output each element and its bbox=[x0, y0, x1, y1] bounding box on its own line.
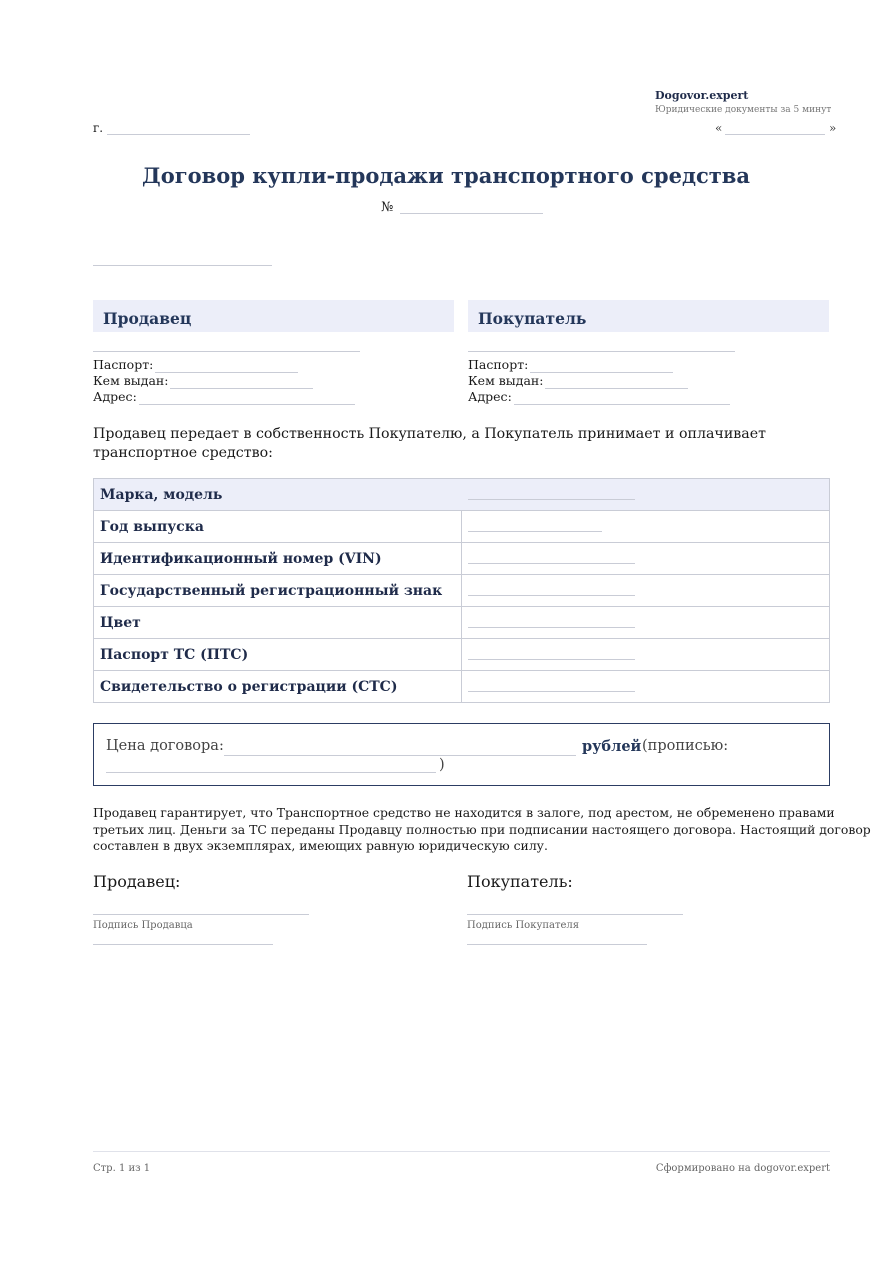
buyer-address-field[interactable] bbox=[514, 404, 730, 405]
table-row bbox=[94, 639, 830, 671]
intro-paragraph: Продавец передает в собственность Покупателю, а Покупатель принимает и оплачивает транспортное средство: bbox=[93, 426, 766, 461]
buyer-signature-heading: Покупатель: bbox=[467, 872, 573, 891]
buyer-signature-field[interactable] bbox=[467, 914, 683, 915]
vehicle-sts-field[interactable] bbox=[462, 671, 830, 703]
vehicle-color-field[interactable] bbox=[462, 607, 830, 639]
date-open-quote: « bbox=[715, 121, 723, 135]
buyer-passport-label: Паспорт: bbox=[468, 357, 529, 372]
seller-name-field[interactable] bbox=[93, 351, 360, 352]
guarantee-paragraph: Продавец гарантирует, что Транспортное средство не находится в залоге, под арестом, не обременено правами третьих лиц. Деньги за ТС переданы Продавцу полностью при подписании настоящего договора. Настоящий договор составлен в двух экземплярах, имеющих равную юридическую силу. bbox=[93, 805, 871, 853]
seller-address-field[interactable] bbox=[139, 404, 355, 405]
seller-passport-label: Паспорт: bbox=[93, 357, 154, 372]
seller-issued-field[interactable] bbox=[170, 388, 313, 389]
footer-generated: Сформировано на dogovor.expert bbox=[655, 1163, 830, 1174]
contract-number-field[interactable] bbox=[400, 213, 543, 214]
table-row bbox=[94, 575, 830, 607]
vehicle-sts-label: Свидетельство о регистрации (СТС) bbox=[94, 671, 462, 703]
buyer-address-label: Адрес: bbox=[468, 389, 512, 404]
buyer-issued-label: Кем выдан: bbox=[468, 373, 544, 388]
vehicle-vin-field[interactable] bbox=[462, 543, 830, 575]
vehicle-year-label: Год выпуска bbox=[94, 511, 462, 543]
vehicle-year-field[interactable] bbox=[462, 511, 830, 543]
vehicle-make-label: Марка, модель bbox=[94, 479, 462, 511]
price-in-words-label: (прописью: bbox=[642, 738, 729, 754]
price-label: Цена договора: bbox=[106, 738, 224, 754]
contract-place-field[interactable] bbox=[93, 265, 272, 266]
table-row bbox=[94, 479, 830, 511]
table-row bbox=[94, 543, 830, 575]
seller-name-sign-field[interactable] bbox=[93, 944, 273, 945]
seller-issued-label: Кем выдан: bbox=[93, 373, 169, 388]
price-box bbox=[93, 723, 830, 786]
price-currency: рублей bbox=[582, 738, 642, 755]
seller-address-label: Адрес: bbox=[93, 389, 137, 404]
buyer-name-field[interactable] bbox=[468, 351, 735, 352]
vehicle-make-field[interactable] bbox=[462, 479, 830, 511]
city-label: г. bbox=[93, 121, 104, 135]
seller-signature-field[interactable] bbox=[93, 914, 309, 915]
seller-signature-caption: Подпись Продавца bbox=[93, 920, 193, 931]
buyer-heading: Покупатель bbox=[468, 300, 829, 332]
table-row bbox=[94, 671, 830, 703]
price-close-paren: ) bbox=[439, 757, 445, 773]
buyer-name-sign-field[interactable] bbox=[467, 944, 647, 945]
price-amount-field[interactable] bbox=[224, 755, 576, 756]
buyer-signature-caption: Подпись Покупателя bbox=[467, 920, 580, 931]
vehicle-pts-field[interactable] bbox=[462, 639, 830, 671]
buyer-issued-field[interactable] bbox=[545, 388, 688, 389]
vehicle-vin-label: Идентификационный номер (VIN) bbox=[94, 543, 462, 575]
table-row bbox=[94, 511, 830, 543]
date-field[interactable] bbox=[725, 134, 825, 135]
brand-tagline: Юридические документы за 5 минут bbox=[655, 105, 832, 115]
brand-name: Dogovor.expert bbox=[655, 89, 749, 102]
buyer-passport-field[interactable] bbox=[530, 372, 673, 373]
seller-passport-field[interactable] bbox=[155, 372, 298, 373]
number-sign: № bbox=[381, 200, 394, 215]
table-row bbox=[94, 607, 830, 639]
footer-page-number: Стр. 1 из 1 bbox=[93, 1163, 151, 1174]
vehicle-table bbox=[93, 478, 830, 703]
vehicle-pts-label: Паспорт ТС (ПТС) bbox=[94, 639, 462, 671]
price-words-field[interactable] bbox=[106, 772, 436, 773]
seller-heading: Продавец bbox=[93, 300, 454, 332]
date-close-quote: » bbox=[829, 121, 837, 135]
document-title: Договор купли-продажи транспортного средства bbox=[142, 163, 750, 188]
footer-divider bbox=[93, 1151, 830, 1152]
vehicle-plate-field[interactable] bbox=[462, 575, 830, 607]
vehicle-color-label: Цвет bbox=[94, 607, 462, 639]
seller-signature-heading: Продавец: bbox=[93, 872, 181, 891]
vehicle-plate-label: Государственный регистрационный знак bbox=[94, 575, 462, 607]
city-field[interactable] bbox=[107, 134, 250, 135]
